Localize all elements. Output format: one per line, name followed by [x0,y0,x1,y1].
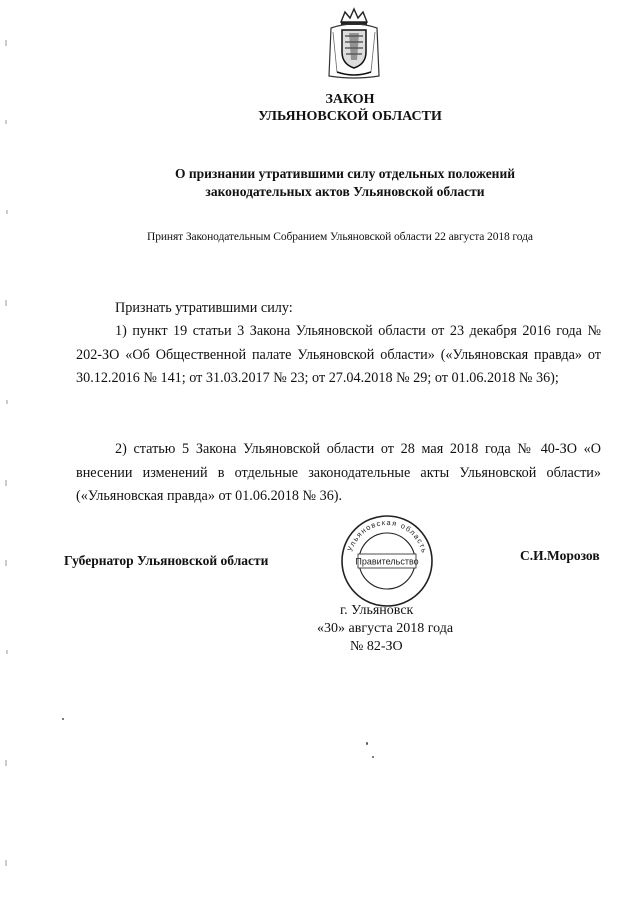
official-seal-stamp [338,512,436,610]
signatory-name: С.И.Морозов [520,548,600,563]
signing-city: г. Ульяновск [340,603,414,618]
scan-margin-marks [0,0,14,905]
svg-text:Ульяновская область [345,518,429,555]
scan-speck [62,718,64,720]
law-subject-line-2: законодательных актов Ульяновской области [205,184,485,199]
body-item-1: 1) пункт 19 статьи 3 Закона Ульяновской области от 23 декабря 2016 года № 202-ЗО «Об Общественной палате Ульяновской области» («Ульяновская правда» от 30.12.2016 № 141; от 31.03.2017 № 23; от 27.04.2018 № 29; от 01.06.2018 № 36); [76,323,601,386]
scan-speck [372,756,374,758]
scan-speck [366,742,368,745]
body-item-2: 2) статью 5 Закона Ульяновской области от 28 мая 2018 года № 40-ЗО «О внесении изменений в отдельные законодательные акты Ульяновской области» («Ульяновская правда» от 01.06.2018 № 36). [76,441,601,504]
signatory-title: Губернатор Ульяновской области [64,553,269,568]
region-heading: УЛЬЯНОВСКОЙ ОБЛАСТИ [258,109,442,124]
document-type-heading: ЗАКОН [325,92,375,107]
coat-of-arms-emblem [327,6,381,80]
seal-ring-text: Ульяновская область [345,517,430,555]
law-subject-line-1: О признании утратившими силу отдельных положений [174,166,516,181]
signing-date: «30» августа 2018 года [317,621,454,636]
seal-center-text: Правительство [355,556,419,567]
law-number: № 82-ЗО [350,639,403,654]
body-intro: Признать утратившими силу: [115,300,293,316]
adoption-note: Принят Законодательным Собранием Ульяновской области 22 августа 2018 года [147,231,533,243]
